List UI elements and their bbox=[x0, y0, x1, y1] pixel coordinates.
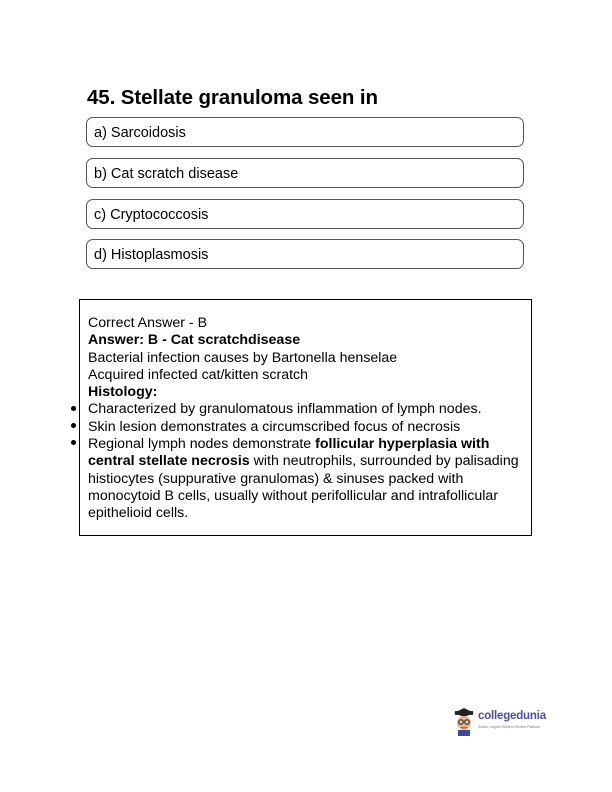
bullet-3-line-5: epithelioid cells. bbox=[88, 505, 189, 522]
answer-line-2: Acquired infected cat/kitten scratch bbox=[88, 366, 309, 383]
logo-tagline: India's Largest Student Review Platform bbox=[478, 725, 541, 729]
option-c[interactable]: c) Cryptococcosis bbox=[86, 199, 524, 229]
option-a[interactable]: a) Sarcoidosis bbox=[86, 117, 524, 147]
answer-line-1: Bacterial infection causes by Bartonella henselae bbox=[88, 349, 398, 366]
bullet-2: Skin lesion demonstrates a circumscribed focus of necrosis bbox=[88, 418, 461, 435]
bullet-3-line-3: histiocytes (suppurative granulomas) & sinuses packed with bbox=[88, 470, 464, 487]
answer-text bbox=[88, 315, 533, 523]
bullet-icon bbox=[71, 406, 76, 411]
logo-text: collegedunia bbox=[478, 710, 546, 722]
bullet-1: Characterized by granulomatous inflammation of lymph nodes. bbox=[88, 401, 482, 418]
option-d[interactable]: d) Histoplasmosis bbox=[86, 239, 524, 269]
collegedunia-logo bbox=[452, 708, 552, 736]
mascot-icon bbox=[452, 708, 476, 736]
question-title: 45. Stellate granuloma seen in bbox=[87, 86, 378, 109]
histology-heading: Histology: bbox=[88, 384, 158, 401]
option-b[interactable]: b) Cat scratch disease bbox=[86, 158, 524, 188]
bullet-icon bbox=[71, 440, 76, 445]
bullet-icon bbox=[71, 423, 76, 428]
answer-label: Answer: B - Cat scratchdisease bbox=[88, 332, 301, 349]
bullet-3-line-2: central stellate necrosis with neutrophils, surrounded by palisading bbox=[88, 453, 519, 470]
bullet-3-line-4: monocytoid B cells, usually without perifollicular and intrafollicular bbox=[88, 487, 499, 504]
answer-box bbox=[79, 299, 532, 536]
bullet-3-line-1: Regional lymph nodes demonstrate follicular hyperplasia with bbox=[88, 436, 490, 453]
correct-answer: Correct Answer - B bbox=[88, 315, 208, 331]
